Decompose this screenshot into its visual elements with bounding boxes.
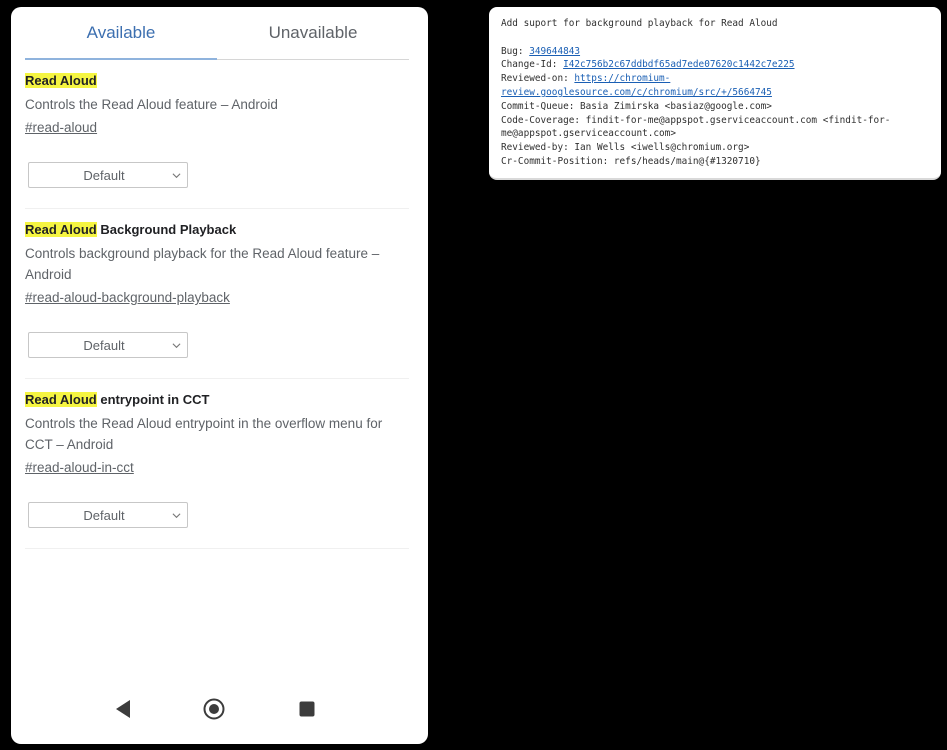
commit-bug-line: Bug: 349644843 <box>501 45 581 57</box>
review-link-cont[interactable]: review.googlesource.com/c/chromium/src/+/5664745 <box>501 86 772 98</box>
code-coverage-line-cont: me@appspot.gserviceaccount.com> <box>501 128 676 140</box>
active-tab-indicator <box>25 58 217 60</box>
review-link[interactable]: https://chromium- <box>574 73 671 85</box>
flags-page-panel <box>11 7 428 744</box>
flag-description: Controls the Read Aloud feature – Android <box>25 97 278 112</box>
commit-message-panel <box>489 7 941 180</box>
divider <box>25 208 409 209</box>
tab-unavailable[interactable]: Unavailable <box>268 23 358 42</box>
android-navigation-bar <box>11 697 428 727</box>
search-highlight: Read Aloud <box>25 392 97 407</box>
search-highlight: Read Aloud <box>25 73 97 88</box>
flag-state-select[interactable]: Default <box>28 502 188 528</box>
flag-description: Controls the Read Aloud entrypoint in the overflow menu for CCT – Android <box>25 416 383 452</box>
commit-reviewed-on-line: Reviewed-on: https://chromium- <box>501 73 671 85</box>
home-circle-icon[interactable] <box>203 698 225 720</box>
chevron-down-icon <box>172 341 181 350</box>
search-highlight: Read Aloud <box>25 222 97 237</box>
divider <box>25 548 409 549</box>
back-triangle-icon[interactable] <box>115 699 131 719</box>
reviewed-by-line: Reviewed-by: Ian Wells <iwells@chromium.org> <box>501 142 750 154</box>
chevron-down-icon <box>172 511 181 520</box>
flag-state-select[interactable]: Default <box>28 162 188 188</box>
code-coverage-line: Code-Coverage: findit-for-me@appspot.gserviceaccount.com <findit-for- <box>501 114 891 126</box>
flag-anchor-link[interactable]: #read-aloud-in-cct <box>25 460 134 475</box>
flag-title <box>25 72 409 90</box>
recents-square-icon[interactable] <box>299 701 315 717</box>
tab-available[interactable]: Available <box>86 23 156 42</box>
flag-anchor-link[interactable]: #read-aloud-background-playback <box>25 290 230 305</box>
blank-line <box>501 31 929 45</box>
commit-queue-line: Commit-Queue: Basia Zimirska <basiaz@google.com> <box>501 100 772 112</box>
flag-title: Read Aloud entrypoint in CCT <box>25 392 210 407</box>
flag-anchor-link[interactable]: #read-aloud <box>25 120 98 135</box>
flag-state-select[interactable]: Default <box>28 332 188 358</box>
flag-description: Controls background playback for the Read Aloud feature – Android <box>25 246 380 282</box>
commit-reviewed-on-line-cont <box>501 86 929 100</box>
flag-read-aloud-in-cct <box>25 391 409 523</box>
tab-bar <box>25 7 409 60</box>
chevron-down-icon <box>172 171 181 180</box>
bug-link[interactable]: 349644843 <box>529 45 581 57</box>
change-id-link[interactable]: I42c756b2c67ddbdf65ad7ede07620c1442c7e225 <box>563 59 795 71</box>
commit-change-id-line: Change-Id: I42c756b2c67ddbdf65ad7ede07620c1442c7e225 <box>501 59 795 71</box>
flag-read-aloud-background-playback <box>25 221 409 353</box>
divider <box>25 378 409 379</box>
cr-commit-position-line: Cr-Commit-Position: refs/heads/main@{#1320710} <box>501 155 761 167</box>
commit-subject: Add suport for background playback for Read Aloud <box>501 18 778 29</box>
flag-read-aloud <box>25 72 409 183</box>
flag-title: Read Aloud Background Playback <box>25 222 237 237</box>
